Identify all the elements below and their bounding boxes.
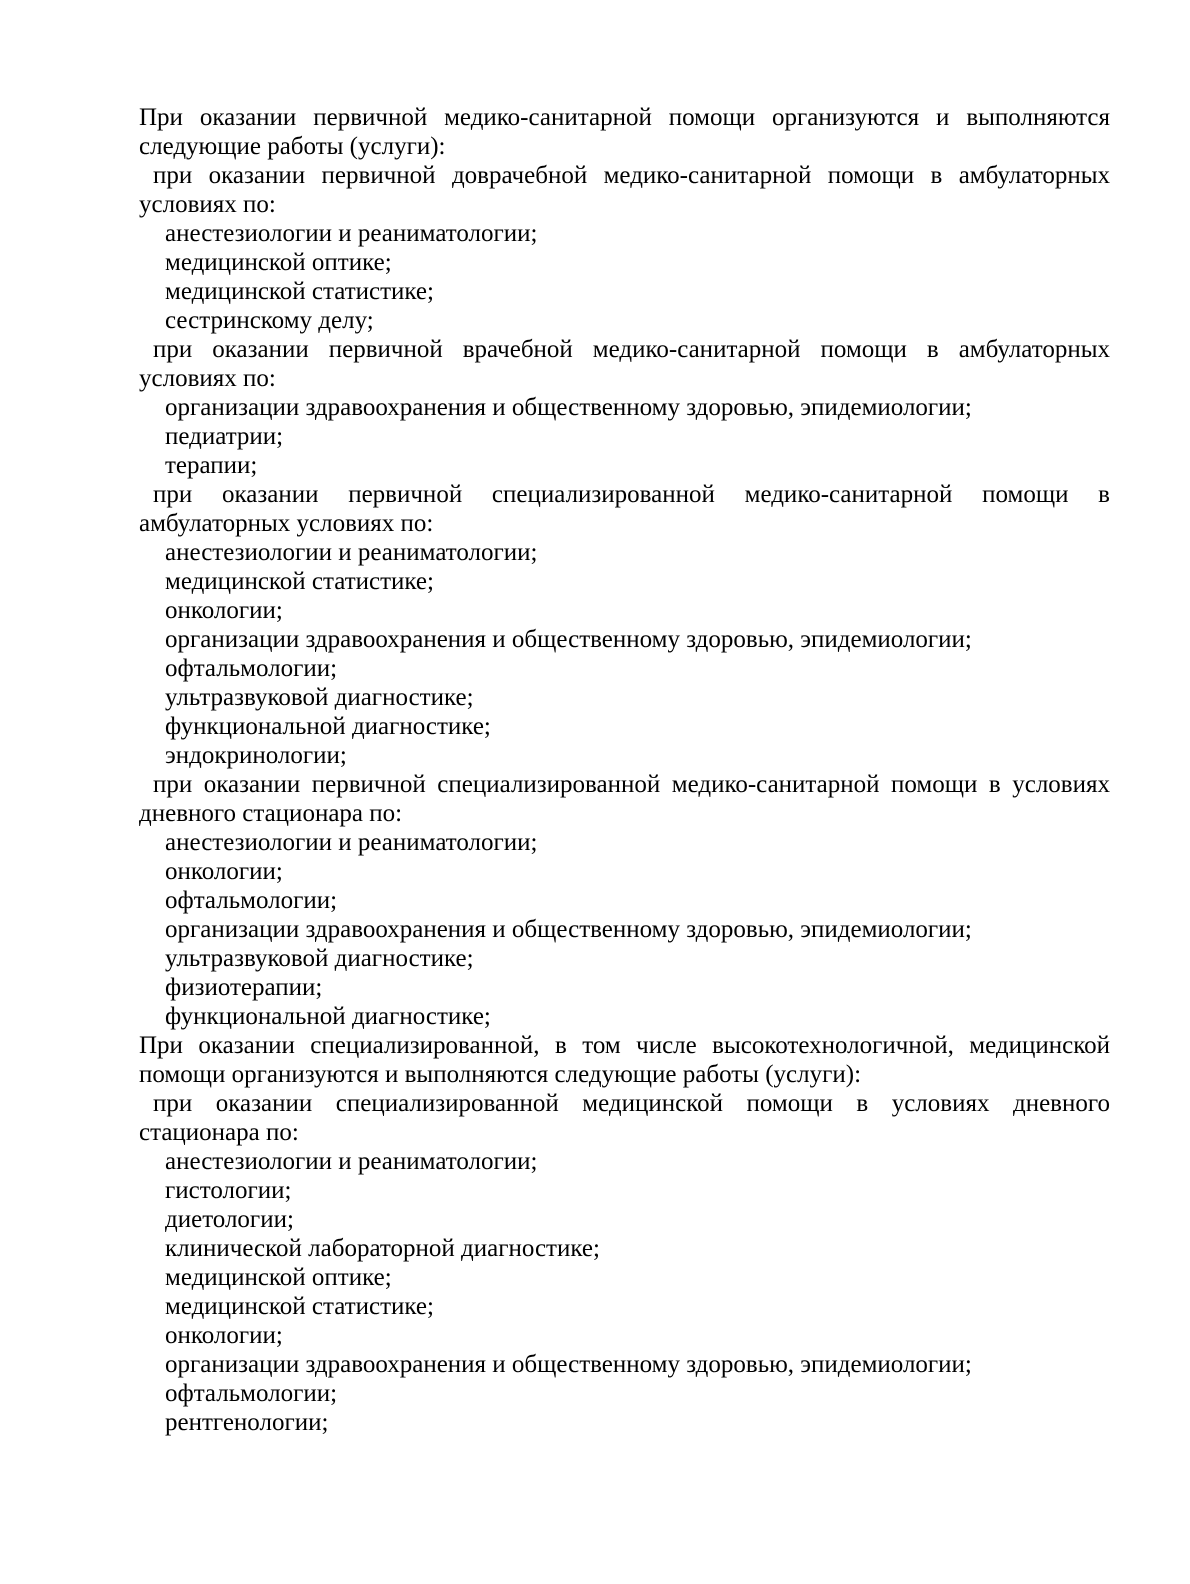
paragraph-item: ультразвуковой диагностике; bbox=[165, 684, 474, 711]
paragraph-item: медицинской статистике; bbox=[165, 278, 434, 305]
paragraph-item: анестезиологии и реаниматологии; bbox=[165, 1148, 538, 1175]
paragraph-item: онкологии; bbox=[165, 597, 283, 624]
paragraph-item: физиотерапии; bbox=[165, 974, 323, 1001]
paragraph-item: медицинской статистике; bbox=[165, 1293, 434, 1320]
paragraph-item: педиатрии; bbox=[165, 423, 284, 450]
paragraph-item: анестезиологии и реаниматологии; bbox=[165, 539, 538, 566]
paragraph-item: медицинской оптике; bbox=[165, 1264, 392, 1291]
paragraph-item: диетологии; bbox=[165, 1206, 294, 1233]
paragraph-item: онкологии; bbox=[165, 1322, 283, 1349]
paragraph-item: функциональной диагностике; bbox=[165, 713, 491, 740]
paragraph-subsection: при оказании специализированной медицинской помощи в условиях дневного стационара по: bbox=[139, 1090, 1110, 1146]
paragraph-item: организации здравоохранения и общественному здоровью, эпидемиологии; bbox=[165, 1351, 972, 1378]
paragraph-item: организации здравоохранения и общественному здоровью, эпидемиологии; bbox=[165, 626, 972, 653]
paragraph-item: офтальмологии; bbox=[165, 1380, 338, 1407]
paragraph-section: При оказании первичной медико-санитарной помощи организуются и выполняются следующие работы (услуги): bbox=[139, 104, 1110, 160]
paragraph-item: клинической лабораторной диагностике; bbox=[165, 1235, 600, 1262]
paragraph-item: анестезиологии и реаниматологии; bbox=[165, 829, 538, 856]
paragraph-subsection: при оказании первичной специализированной медико-санитарной помощи в условиях дневного стационара по: bbox=[139, 771, 1110, 827]
paragraph-section: При оказании специализированной, в том числе высокотехнологичной, медицинской помощи организуются и выполняются следующие работы (услуги): bbox=[139, 1032, 1110, 1088]
paragraph-item: эндокринологии; bbox=[165, 742, 347, 769]
paragraph-item: терапии; bbox=[165, 452, 258, 479]
paragraph-item: организации здравоохранения и общественному здоровью, эпидемиологии; bbox=[165, 916, 972, 943]
paragraph-item: функциональной диагностике; bbox=[165, 1003, 491, 1030]
paragraph-item: гистологии; bbox=[165, 1177, 292, 1204]
paragraph-item: медицинской оптике; bbox=[165, 249, 392, 276]
paragraph-item: офтальмологии; bbox=[165, 887, 338, 914]
paragraph-item: ультразвуковой диагностике; bbox=[165, 945, 474, 972]
paragraph-item: сестринскому делу; bbox=[165, 307, 374, 334]
paragraph-item: онкологии; bbox=[165, 858, 283, 885]
paragraph-item: организации здравоохранения и общественному здоровью, эпидемиологии; bbox=[165, 394, 972, 421]
paragraph-item: анестезиологии и реаниматологии; bbox=[165, 220, 538, 247]
paragraph-subsection: при оказании первичной врачебной медико-санитарной помощи в амбулаторных условиях по: bbox=[139, 336, 1110, 392]
paragraph-item: медицинской статистике; bbox=[165, 568, 434, 595]
paragraph-item: офтальмологии; bbox=[165, 655, 338, 682]
paragraph-subsection: при оказании первичной доврачебной медико-санитарной помощи в амбулаторных условиях по: bbox=[139, 162, 1110, 218]
paragraph-subsection: при оказании первичной специализированной медико-санитарной помощи в амбулаторных условиях по: bbox=[139, 481, 1110, 537]
paragraph-item: рентгенологии; bbox=[165, 1409, 329, 1436]
